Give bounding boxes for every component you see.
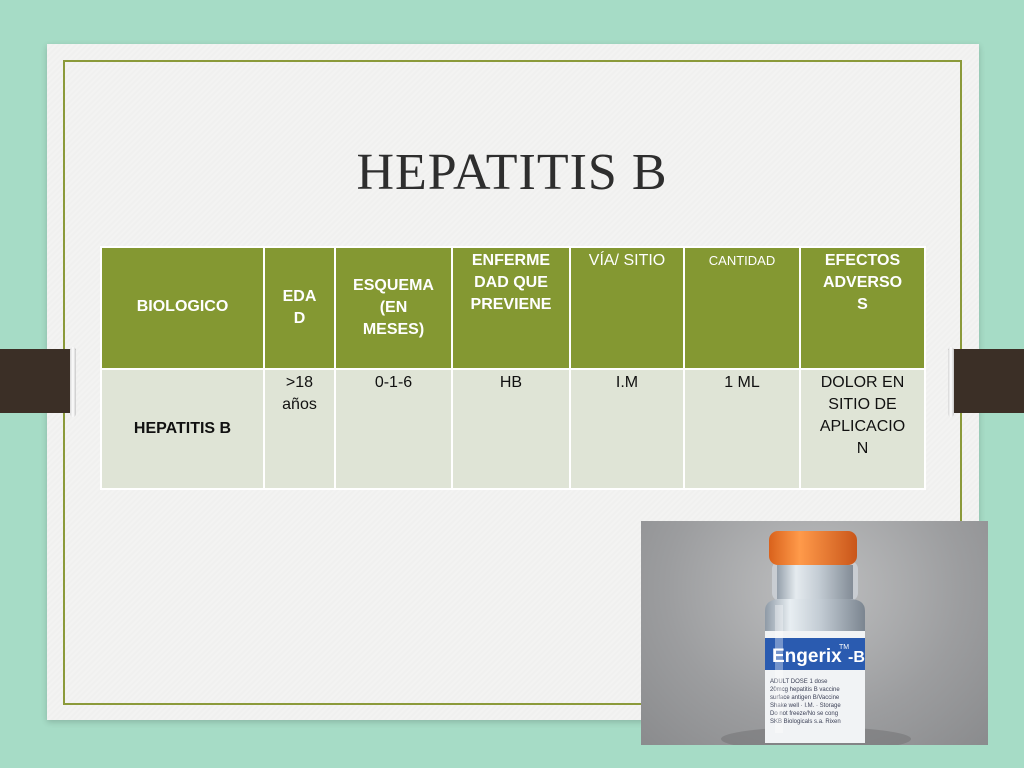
header-efectos <box>800 247 925 369</box>
vial-brand: Engerix <box>772 646 842 667</box>
header-biologico: BIOLOGICO <box>101 247 264 369</box>
vial-label-line: SKB Biologicals s.a. Rixen <box>770 719 841 725</box>
right-tab-peg <box>948 347 954 417</box>
cell-via: I.M <box>570 369 684 489</box>
cell-cantidad: 1 ML <box>684 369 800 489</box>
table-row <box>101 369 925 489</box>
vial-neck <box>777 565 853 599</box>
table-header-row <box>101 247 925 369</box>
vial-label-line: Shake well · I.M. · Storage <box>770 703 841 709</box>
vial-label-line: surface antigen B/Vaccine <box>770 695 840 701</box>
vial-cap <box>769 531 857 565</box>
header-cantidad: CANTIDAD <box>684 247 800 369</box>
header-edad-text: EDA D <box>282 288 317 327</box>
vial-label-line: ADULT DOSE 1 dose <box>770 679 828 685</box>
cell-esquema: 0-1-6 <box>335 369 452 489</box>
header-efectos-text: EFECTOS ADVERSO S <box>822 252 903 313</box>
vaccine-vial-photo <box>641 521 988 745</box>
vial-suffix: -B <box>848 649 865 666</box>
slide-title: HEPATITIS B <box>356 144 668 201</box>
vial-illustration <box>641 521 988 745</box>
vial-tm: TM <box>839 644 850 651</box>
cell-efectos <box>800 369 925 489</box>
header-via-sitio: VÍA/ SITIO <box>570 247 684 369</box>
vial-label-line: 20mcg hepatitis B vaccine <box>770 687 840 693</box>
vial-label-line: Do not freeze/No se cong <box>770 711 839 717</box>
cell-enfermedad: HB <box>452 369 570 489</box>
cell-edad-text: >18 años <box>282 374 317 413</box>
cell-biologico: HEPATITIS B <box>101 369 264 489</box>
header-esquema-text: ESQUEMA (EN MESES) <box>353 277 434 338</box>
cell-edad <box>264 369 335 489</box>
header-enfermedad-text: ENFERME DAD QUE PREVIENE <box>470 252 552 313</box>
vial-highlight <box>775 605 783 733</box>
right-binder-tab <box>948 349 1024 413</box>
left-binder-tab <box>0 349 76 413</box>
header-enfermedad <box>452 247 570 369</box>
header-esquema <box>335 247 452 369</box>
vaccine-table <box>100 246 926 490</box>
header-edad <box>264 247 335 369</box>
left-tab-peg <box>70 347 76 417</box>
cell-efectos-text: DOLOR EN SITIO DE APLICACIO N <box>819 374 906 457</box>
